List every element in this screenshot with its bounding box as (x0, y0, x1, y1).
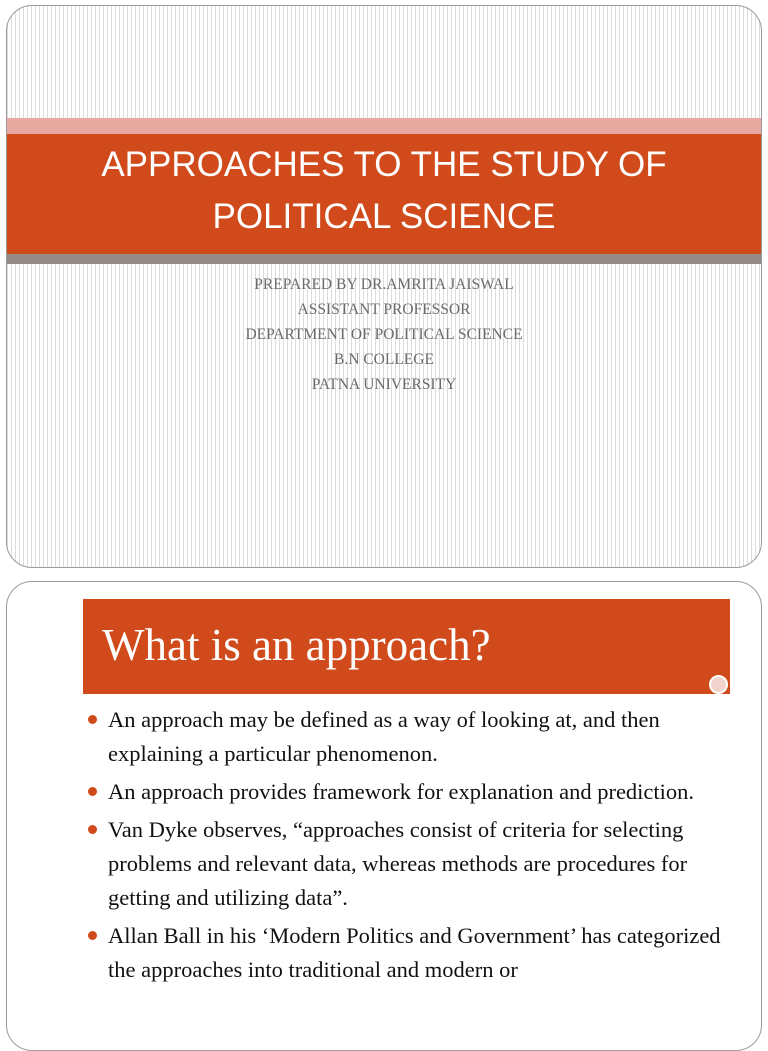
title-line: APPROACHES TO THE STUDY OF (101, 145, 667, 184)
bullet-item (85, 775, 735, 809)
presenter-department: DEPARTMENT OF POLITICAL SCIENCE (245, 326, 523, 343)
content-slide (6, 581, 762, 1051)
bullet-text: An approach provides framework for explanation and prediction. (108, 779, 695, 804)
grey-accent-band (7, 254, 761, 264)
bullet-text: An approach may be defined as a way of looking at, and then explaining a particular phenomenon. (108, 707, 660, 766)
bullet-dot-icon (88, 787, 97, 796)
slide-header (83, 599, 730, 694)
title-slide (6, 5, 762, 568)
pink-accent-band (7, 118, 761, 134)
bullet-dot-icon (88, 931, 97, 940)
presenter-university: PATNA UNIVERSITY (311, 376, 457, 393)
bullet-text: Van Dyke observes, “approaches consist of criteria for selecting problems and relevant data, whereas methods are procedures for getting and utilizing data”. (108, 817, 688, 910)
presenter-college: B.N COLLEGE (334, 351, 434, 368)
presenter-position: ASSISTANT PROFESSOR (297, 301, 471, 318)
presentation-title (7, 139, 761, 243)
slide-title: What is an approach? (102, 620, 491, 670)
bullet-item (85, 703, 735, 771)
bullet-item (85, 813, 735, 915)
title-line: POLITICAL SCIENCE (212, 197, 556, 236)
bullet-dot-icon (88, 715, 97, 724)
bullet-item (85, 919, 735, 987)
presenter-name: PREPARED BY DR.AMRITA JAISWAL (254, 276, 514, 293)
bullet-list (85, 703, 735, 991)
bullet-text: Allan Ball in his ‘Modern Politics and Government’ has categorized the approaches into traditional and modern or (108, 923, 721, 982)
header-dot-ornament (709, 675, 728, 694)
bullet-dot-icon (88, 825, 97, 834)
presenter-info (7, 272, 761, 397)
